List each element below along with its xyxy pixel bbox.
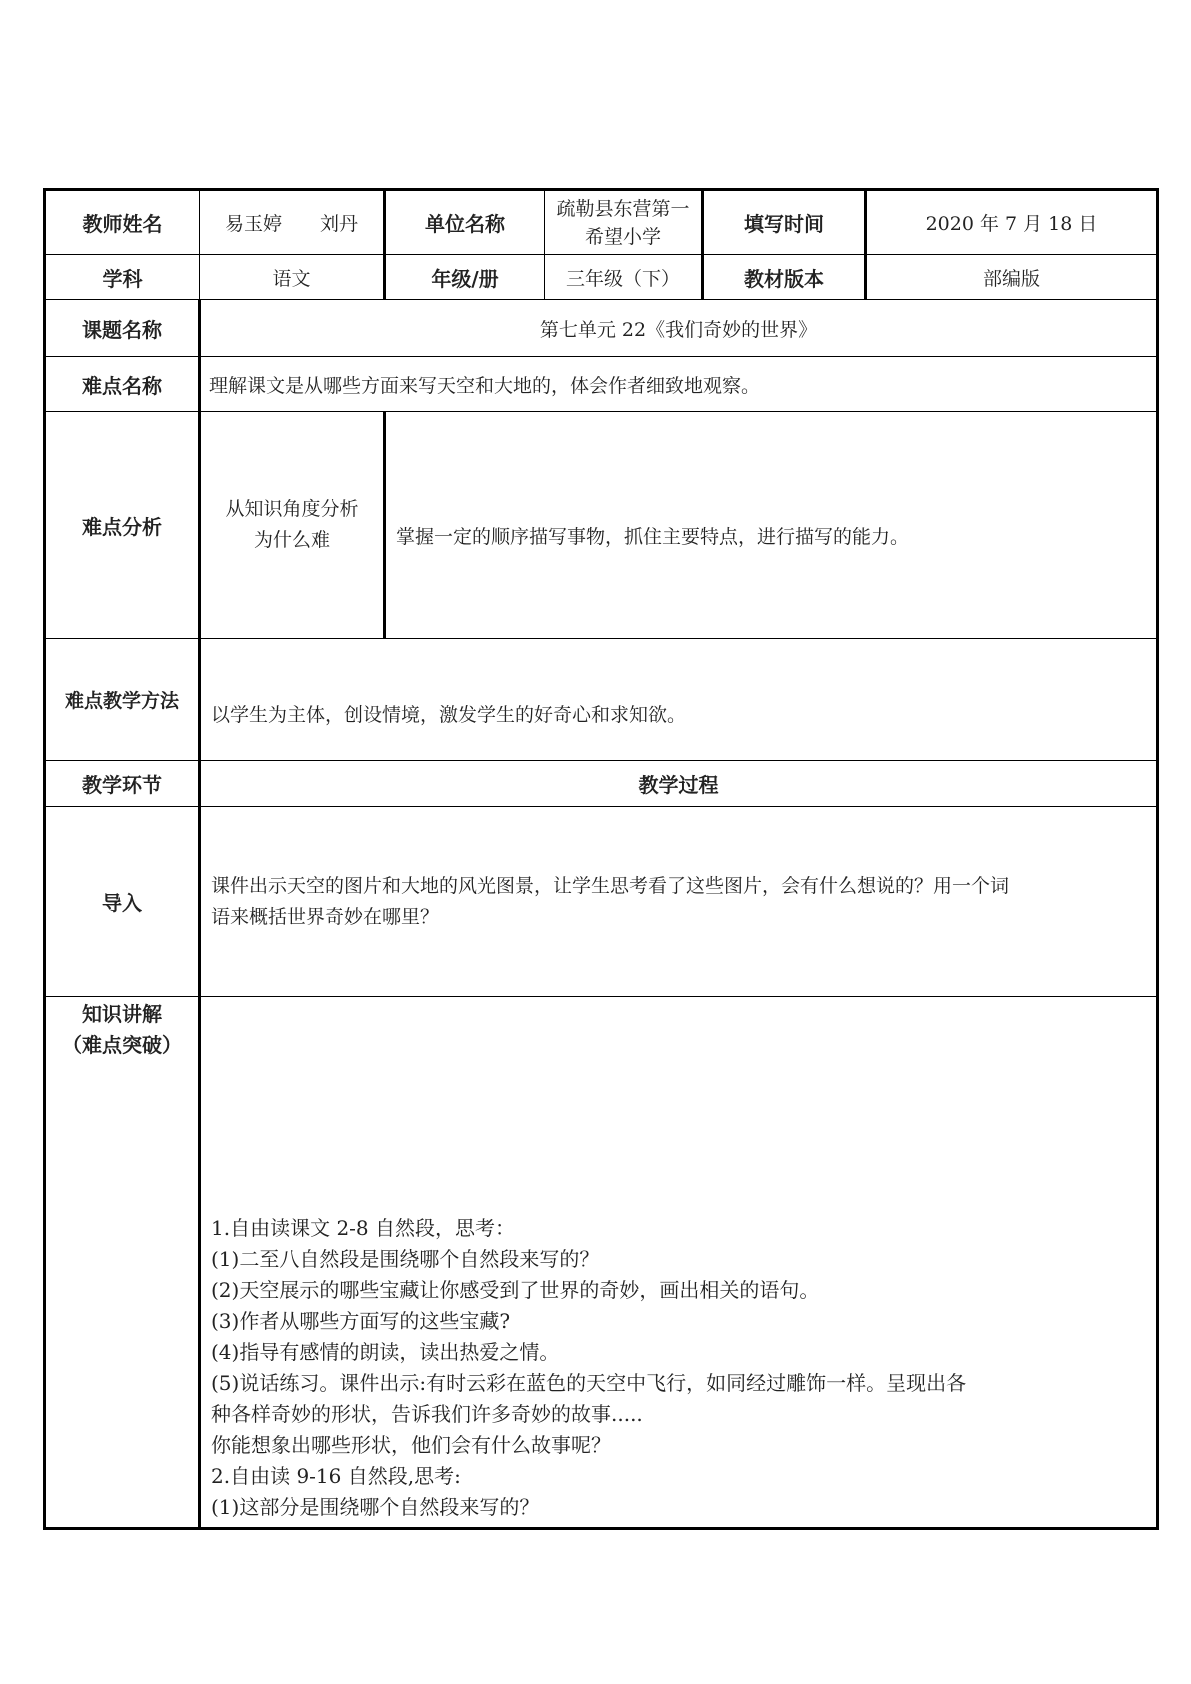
- knowledge-line: (3)作者从哪些方面写的这些宝藏?: [211, 1309, 511, 1333]
- method-value: 以学生为主体，创设情境，激发学生的好奇心和求知欲。: [200, 639, 1158, 761]
- unit-name-line-1: 疏勒县东营第一: [556, 197, 690, 220]
- difficulty-label: 难点名称: [45, 357, 200, 412]
- grade-label: 年级/册: [385, 255, 545, 300]
- process-header-row: [45, 761, 1158, 807]
- knowledge-line: 种各样奇妙的形状，告诉我们许多奇妙的故事.....: [211, 1402, 643, 1426]
- analysis-sub-label-line-2: 为什么难: [253, 529, 330, 551]
- analysis-value: 掌握一定的顺序描写事物，抓住主要特点，进行描写的能力。: [385, 412, 1158, 639]
- topic-label: 课题名称: [45, 300, 200, 357]
- topic-value: 第七单元 22《我们奇妙的世界》: [200, 300, 1158, 357]
- method-row: [45, 639, 1158, 761]
- topic-row: [45, 300, 1158, 357]
- unit-name-value: [545, 190, 703, 255]
- knowledge-line: (1)这部分是围绕哪个自然段来写的？: [211, 1495, 540, 1519]
- analysis-row: [45, 412, 1158, 639]
- intro-label: 导入: [45, 807, 200, 997]
- analysis-label: 难点分析: [45, 412, 200, 639]
- process-label: 教学过程: [200, 761, 1158, 807]
- knowledge-content: [200, 997, 1158, 1529]
- unit-name-line-2: 希望小学: [584, 225, 661, 248]
- grade-value: 三年级（下）: [545, 255, 703, 300]
- intro-row: [45, 807, 1158, 997]
- header-row-1: [45, 190, 1158, 255]
- edition-value: 部编版: [866, 255, 1158, 300]
- process-stage-label: 教学环节: [45, 761, 200, 807]
- header-row-2: [45, 255, 1158, 300]
- teacher-name-label: 教师姓名: [45, 190, 200, 255]
- subject-label: 学科: [45, 255, 200, 300]
- analysis-sub-label-line-1: 从知识角度分析: [225, 498, 359, 520]
- fill-date-value: 2020 年 7 月 18 日: [866, 190, 1158, 255]
- knowledge-line: (5)说话练习。课件出示:有时云彩在蓝色的天空中飞行，如同经过雕饰一样。呈现出各: [211, 1371, 967, 1395]
- intro-content: [200, 807, 1158, 997]
- subject-value: 语文: [200, 255, 385, 300]
- knowledge-line: (2)天空展示的哪些宝藏让你感受到了世界的奇妙，画出相关的语句。: [211, 1278, 820, 1302]
- unit-name-label: 单位名称: [385, 190, 545, 255]
- knowledge-line: (4)指导有感情的朗读，读出热爱之情。: [211, 1340, 560, 1364]
- knowledge-line: (1)二至八自然段是围绕哪个自然段来写的？: [211, 1247, 600, 1271]
- knowledge-line: 你能想象出哪些形状，他们会有什么故事呢？: [211, 1433, 611, 1457]
- method-label: 难点教学方法: [45, 639, 200, 761]
- difficulty-value: 理解课文是从哪些方面来写天空和大地的，体会作者细致地观察。: [200, 357, 1158, 412]
- knowledge-row: [45, 997, 1158, 1529]
- intro-line-2: 语来概括世界奇妙在哪里？: [211, 905, 440, 928]
- knowledge-line: 2.自由读 9-16 自然段,思考:: [211, 1464, 461, 1488]
- knowledge-label-line-2: （难点突破）: [62, 1033, 182, 1057]
- knowledge-label-line-1: 知识讲解: [82, 1002, 162, 1026]
- difficulty-row: [45, 357, 1158, 412]
- lesson-plan-table: [43, 188, 1159, 1530]
- teacher-name-value: 易玉婷 刘丹: [200, 190, 385, 255]
- edition-label: 教材版本: [703, 255, 866, 300]
- knowledge-line: 1.自由读课文 2-8 自然段，思考：: [211, 1216, 516, 1240]
- knowledge-label: [45, 997, 200, 1529]
- fill-date-label: 填写时间: [703, 190, 866, 255]
- analysis-sub-label: [200, 412, 385, 639]
- intro-line-1: 课件出示天空的图片和大地的风光图景，让学生思考看了这些图片，会有什么想说的？用一个词: [211, 874, 1010, 897]
